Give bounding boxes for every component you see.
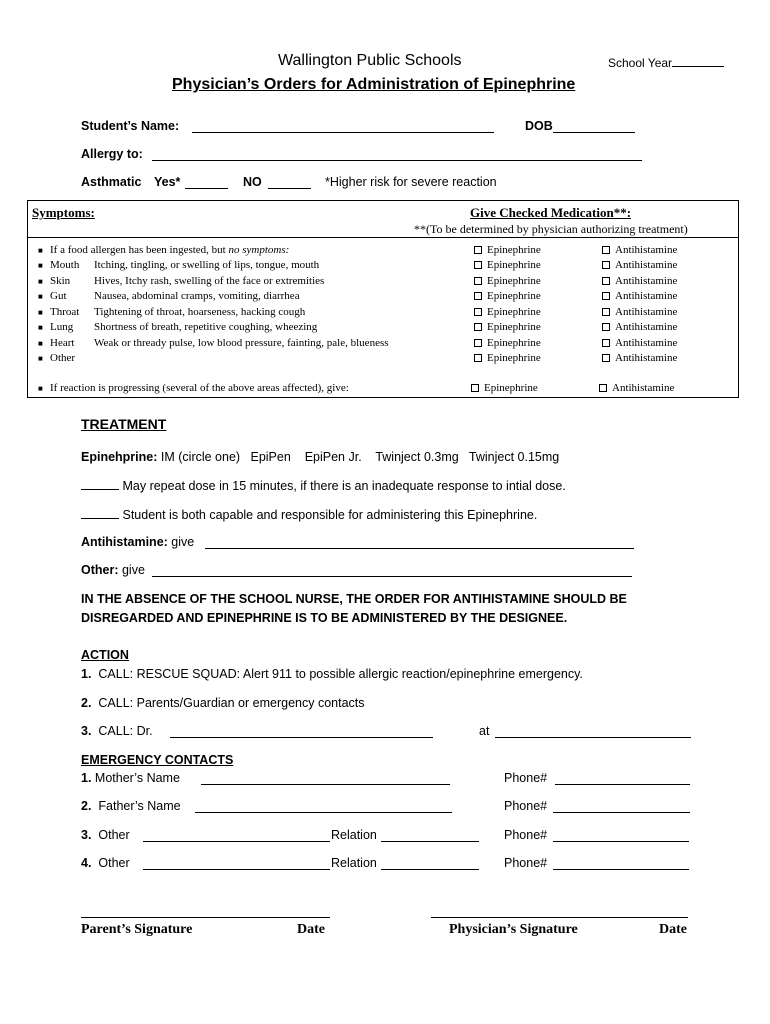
action-title: ACTION [81, 648, 129, 662]
epinephrine-checkbox[interactable]: Epinephrine [474, 289, 541, 304]
checkbox-icon[interactable] [602, 323, 610, 331]
bullet-icon: ■ [38, 354, 43, 363]
medication-header: Give Checked Medication**: [470, 205, 632, 220]
bullet-icon: ■ [38, 277, 43, 286]
asthmatic-no-label: NO [243, 175, 262, 189]
notice-line-1: IN THE ABSENCE OF THE SCHOOL NURSE, THE ORDER FOR ANTIHISTAMINE SHOULD BE [81, 592, 627, 606]
symptoms-header: Symptoms: [32, 205, 95, 220]
symptom-description: Itching, tingling, or swelling of lips, tongue, mouth [94, 259, 320, 271]
epinephrine-checkbox[interactable]: Epinephrine [474, 336, 541, 351]
bullet-icon: ■ [38, 308, 43, 317]
symptom-area: Other [50, 352, 76, 364]
checkbox-icon[interactable] [602, 292, 610, 300]
contact-4-phone-label: Phone# [504, 856, 548, 870]
dob-field[interactable] [553, 121, 635, 133]
other-1-name-field[interactable] [143, 830, 330, 842]
symptom-description: Hives, Itchy rash, swelling of the face or extremities [94, 275, 325, 287]
symptom-text: If reaction is progressing (several of the above areas affected), give: [50, 382, 349, 394]
checkbox-icon[interactable] [474, 323, 482, 331]
antihistamine-row [81, 535, 194, 549]
antihistamine-give: give [171, 535, 195, 549]
symptom-emphasis: no symptoms: [228, 244, 290, 256]
symptom-row-skin [28, 274, 740, 289]
other-field[interactable] [152, 565, 632, 577]
asthmatic-yes-label: Yes* [154, 175, 181, 189]
symptom-area: Skin [50, 275, 71, 287]
action-item-2: 2. CALL: Parents/Guardian or emergency contacts [81, 696, 365, 710]
symptom-row-gut [28, 289, 740, 304]
school-name: Wallington Public Schools [278, 52, 462, 69]
repeat-dose-row [81, 478, 566, 493]
symptoms-table [27, 200, 739, 398]
symptom-description: Tightening of throat, hoarseness, hacking cough [94, 306, 306, 318]
checkbox-icon[interactable] [474, 292, 482, 300]
epinephrine-checkbox[interactable]: Epinephrine [474, 351, 541, 366]
emergency-title: EMERGENCY CONTACTS [81, 753, 234, 767]
symptom-row-no-symptoms [28, 243, 740, 258]
treatment-title: TREATMENT [81, 416, 167, 432]
asthmatic-label: Asthmatic [81, 175, 142, 189]
contact-4-relation-label: Relation [331, 856, 377, 870]
table-divider [28, 237, 738, 238]
doctor-phone-field[interactable] [495, 726, 691, 738]
other-label: Other: [81, 563, 119, 577]
bullet-icon: ■ [38, 339, 43, 348]
school-year-field[interactable] [608, 55, 724, 70]
symptom-row-heart [28, 336, 740, 351]
asthmatic-yes-field[interactable] [185, 177, 228, 189]
symptom-area: Throat [50, 306, 80, 318]
bullet-icon: ■ [38, 246, 43, 255]
mother-phone-field[interactable] [555, 773, 690, 785]
checkbox-icon[interactable] [602, 261, 610, 269]
checkbox-icon[interactable] [474, 308, 482, 316]
symptom-area: Lung [50, 321, 74, 333]
symptom-text: If a food allergen has been ingested, but [50, 244, 229, 256]
other-give: give [121, 563, 145, 577]
contact-1-phone-label: Phone# [504, 771, 548, 785]
repeat-dose-field[interactable] [81, 478, 119, 490]
antihistamine-checkbox[interactable]: Antihistamine [602, 258, 677, 273]
antihistamine-checkbox[interactable]: Antihistamine [602, 336, 677, 351]
father-phone-field[interactable] [553, 801, 690, 813]
antihistamine-checkbox[interactable]: Antihistamine [602, 274, 677, 289]
symptom-row-progressing [28, 381, 740, 396]
symptom-area: Heart [50, 337, 75, 349]
epinephrine-checkbox[interactable]: Epinephrine [474, 274, 541, 289]
checkbox-icon[interactable] [599, 384, 607, 392]
checkbox-icon[interactable] [602, 339, 610, 347]
symptom-area: Mouth [50, 259, 80, 271]
physician-signature-label: Physician’s Signature [449, 922, 578, 937]
symptom-description: Weak or thready pulse, low blood pressure, fainting, pale, blueness [94, 337, 389, 349]
symptom-area: Gut [50, 290, 67, 302]
allergy-field[interactable] [152, 149, 642, 161]
antihistamine-label: Antihistamine: [81, 535, 168, 549]
other-2-name-field[interactable] [143, 858, 330, 870]
epinephrine-checkbox[interactable]: Epinephrine [474, 258, 541, 273]
symptom-row-lung [28, 320, 740, 335]
antihistamine-checkbox[interactable]: Antihistamine [602, 305, 677, 320]
student-name-field[interactable] [192, 121, 494, 133]
antihistamine-checkbox[interactable]: Antihistamine [599, 381, 674, 396]
epinephrine-checkbox[interactable]: Epinephrine [474, 320, 541, 335]
epinephrine-choices[interactable]: IM (circle one) EpiPen EpiPen Jr. Twinject 0.3mg Twinject 0.15mg [160, 450, 560, 464]
doctor-at-label: at [479, 724, 490, 738]
contact-3-relation-label: Relation [331, 828, 377, 842]
bullet-icon: ■ [38, 261, 43, 270]
capable-text: Student is both capable and responsible for administering this Epinephrine. [122, 508, 538, 522]
physician-date-label: Date [659, 922, 687, 937]
repeat-dose-text: May repeat dose in 15 minutes, if there is an inadequate response to intial dose. [122, 479, 566, 493]
school-year-label: School Year [608, 56, 673, 70]
parent-signature-line[interactable] [81, 917, 330, 918]
checkbox-icon[interactable] [602, 246, 610, 254]
contact-3-phone-label: Phone# [504, 828, 548, 842]
epinephrine-checkbox[interactable]: Epinephrine [474, 243, 541, 258]
doctor-name-field[interactable] [170, 726, 433, 738]
symptom-description: Shortness of breath, repetitive coughing, wheezing [94, 321, 318, 333]
epinephrine-checkbox[interactable]: Epinephrine [474, 305, 541, 320]
other-2-phone-field[interactable] [553, 858, 689, 870]
contact-1-label: 1. Mother’s Name [81, 771, 180, 785]
student-name-label: Student’s Name: [81, 119, 180, 133]
medication-note: **(To be determined by physician authorizing treatment) [414, 222, 688, 236]
epinephrine-checkbox[interactable]: Epinephrine [471, 381, 538, 396]
other-row [81, 563, 145, 577]
action-item-1: 1. CALL: RESCUE SQUAD: Alert 911 to possible allergic reaction/epinephrine emergency. [81, 667, 583, 681]
symptom-description: Nausea, abdominal cramps, vomiting, diarrhea [94, 290, 300, 302]
symptom-row-mouth [28, 258, 740, 273]
epinephrine-options [81, 450, 559, 464]
antihistamine-checkbox[interactable]: Antihistamine [602, 243, 677, 258]
epinephrine-label: Epinehprine: [81, 450, 158, 464]
parent-date-label: Date [297, 922, 325, 937]
other-2-relation-field[interactable] [381, 858, 479, 870]
other-1-relation-field[interactable] [381, 830, 479, 842]
checkbox-icon[interactable] [602, 277, 610, 285]
checkbox-icon[interactable] [474, 261, 482, 269]
checkbox-icon[interactable] [471, 384, 479, 392]
contact-2-phone-label: Phone# [504, 799, 548, 813]
checkbox-icon[interactable] [474, 277, 482, 285]
symptom-row-other [28, 351, 740, 366]
document-title: Physician’s Orders for Administration of Epinephrine [172, 76, 576, 93]
risk-note: *Higher risk for severe reaction [325, 175, 497, 189]
parent-signature-label: Parent’s Signature [81, 922, 193, 937]
checkbox-icon[interactable] [474, 339, 482, 347]
bullet-icon: ■ [38, 323, 43, 332]
physician-signature-line[interactable] [431, 917, 688, 918]
checkbox-icon[interactable] [474, 246, 482, 254]
bullet-icon: ■ [38, 384, 43, 393]
action-item-3: 3. CALL: Dr. [81, 724, 153, 738]
father-name-field[interactable] [195, 801, 452, 813]
asthmatic-no-field[interactable] [268, 177, 311, 189]
symptom-row-throat [28, 305, 740, 320]
antihistamine-checkbox[interactable]: Antihistamine [602, 351, 677, 366]
checkbox-icon[interactable] [474, 354, 482, 362]
notice-line-2: DISREGARDED AND EPINEPHRINE IS TO BE ADMINISTERED BY THE DESIGNEE. [81, 611, 568, 625]
checkbox-icon[interactable] [602, 354, 610, 362]
capable-field[interactable] [81, 507, 119, 519]
capable-row [81, 507, 537, 522]
contact-3-label: 3. Other [81, 828, 130, 842]
bullet-icon: ■ [38, 292, 43, 301]
contact-4-label: 4. Other [81, 856, 130, 870]
checkbox-icon[interactable] [602, 308, 610, 316]
allergy-label: Allergy to: [81, 147, 143, 161]
mother-name-field[interactable] [201, 773, 450, 785]
other-1-phone-field[interactable] [553, 830, 689, 842]
dob-label: DOB [525, 119, 553, 133]
antihistamine-checkbox[interactable]: Antihistamine [602, 289, 677, 304]
antihistamine-field[interactable] [205, 537, 634, 549]
antihistamine-checkbox[interactable]: Antihistamine [602, 320, 677, 335]
contact-2-label: 2. Father’s Name [81, 799, 181, 813]
